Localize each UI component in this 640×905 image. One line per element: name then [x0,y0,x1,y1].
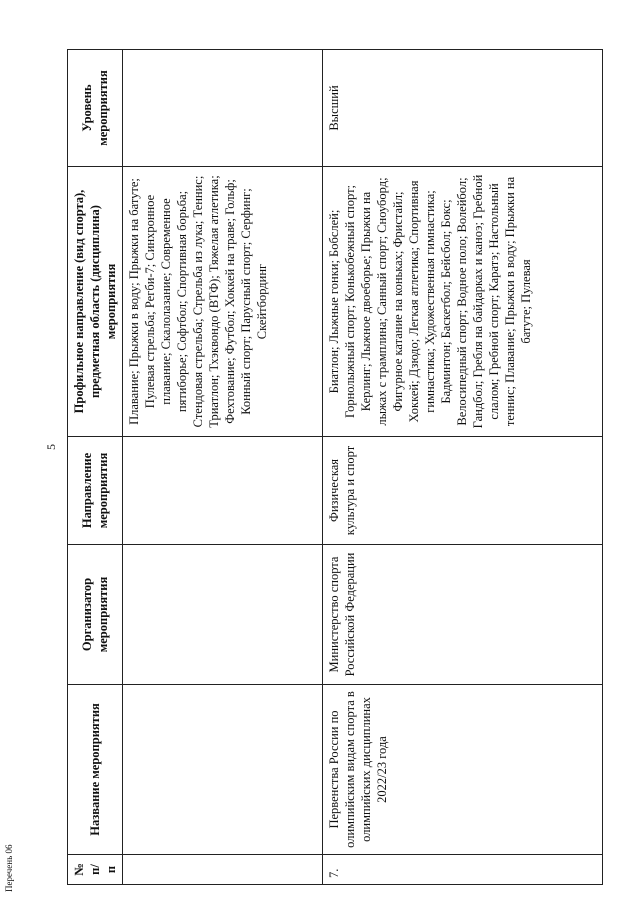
cell-num: 7. [323,855,603,885]
table-header-row [68,50,123,885]
document-table-wrapper [67,50,603,885]
table-row [123,50,323,885]
header-level: Уровень мероприятия [68,50,123,167]
cell-direction: Физическая культура и спорт [323,437,603,545]
cell-direction [123,437,323,545]
cell-organizer: Министерство спорта Российской Федерации [323,545,603,685]
header-organizer: Организатор мероприятия [68,545,123,685]
cell-sport: Плавание; Прыжки в воду; Прыжки на батуте; Пулевая стрельба; Регби-7; Синхронное плавание; Скалолазание; Современное пятиборье; Софтбол; Спортивная борьба; Стендовая стрельба; Стрельба из лука; Теннис; Триатлон; Тхэквондо (ВТФ); Тяжелая атлетика; Фехтование; Футбол; Хоккей на траве; Гольф; Конный спорт; Парусный спорт; Серфинг; Скейтбординг [123,167,323,437]
cell-level [123,50,323,167]
events-table [67,49,603,885]
header-sport: Профильное направление (вид спорта), предметная область (дисциплина) мероприятия [68,167,123,437]
footer-note: Перечень 06 [4,844,14,892]
cell-name [123,685,323,855]
header-num: № п/п [68,855,123,885]
cell-level: Высший [323,50,603,167]
table-row [323,50,603,885]
cell-num [123,855,323,885]
cell-organizer [123,545,323,685]
cell-sport: Биатлон; Лыжные гонки; Бобслей; Горнолыжный спорт; Конькобежный спорт; Керлинг; Лыжное двоеборье; Прыжки на лыжах с трамплина; Санный спорт; Сноуборд; Фигурное катание на коньках; Фристайл; Хоккей; Дзюдо; Легкая атлетика; Спортивная гимнастика; Художественная гимнастика; Бадминтон; Баскетбол; Бейсбол; Бокс; Велосипедный спорт; Водное поло; Волейбол; Гандбол; Гребля на байдарках и каноэ; Гребной слалом; Гребной спорт; Каратэ; Настольный теннис; Плавание; Прыжки в воду; Прыжки на батуте; Пулевая [323,167,603,437]
header-direction: Направление мероприятия [68,437,123,545]
cell-name: Первенства России по олимпийским видам спорта в олимпийских дисциплинах 2022/23 года [323,685,603,855]
page-number: 5 [44,444,58,450]
header-name: Название мероприятия [68,685,123,855]
